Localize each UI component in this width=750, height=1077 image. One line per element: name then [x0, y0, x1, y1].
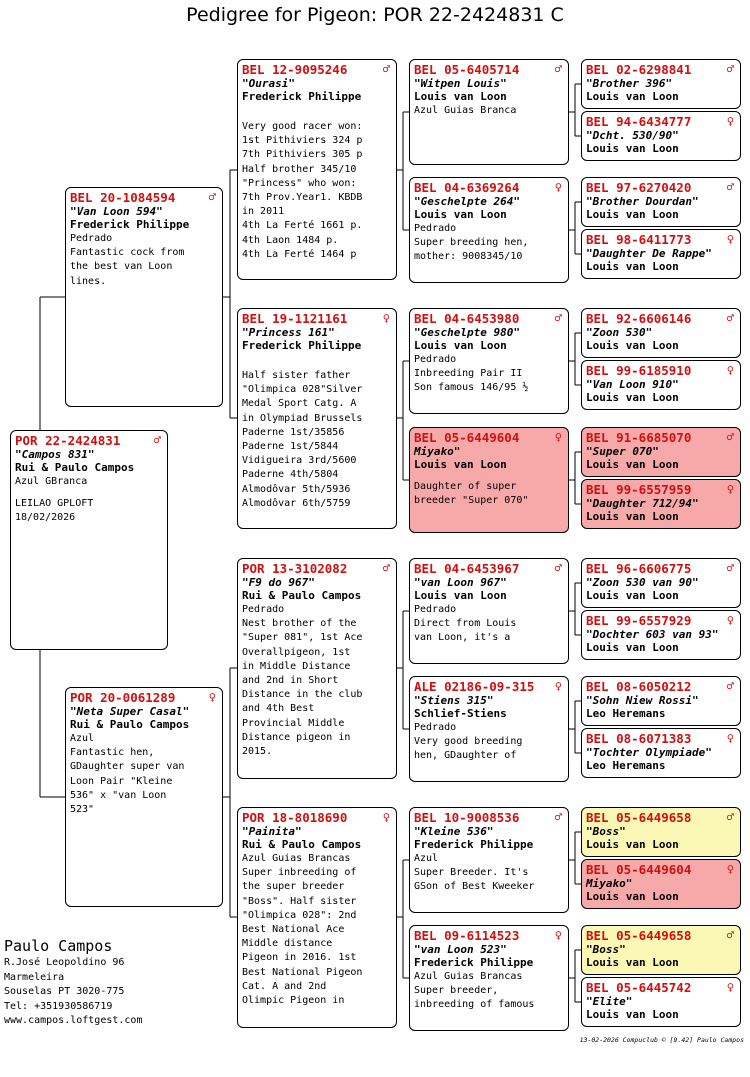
- male-symbol-icon: ♂: [726, 928, 734, 942]
- breeder-name: Frederick Philippe: [414, 956, 534, 969]
- pigeon-notes: Super breeding hen, mother: 9008345/10: [414, 237, 529, 263]
- breeder-name: Louis van Loon: [586, 391, 679, 404]
- ring-number: BEL 04-6453967: [414, 561, 520, 576]
- owner-website[interactable]: www.campos.loftgest.com: [4, 1015, 143, 1026]
- pigeon-name: "F9 do 967": [242, 576, 315, 589]
- male-symbol-icon: ♂: [726, 679, 734, 693]
- pigeon-name: "Princess 161": [242, 326, 335, 339]
- gg-grandparent-card[interactable]: [581, 558, 741, 608]
- pigeon-name: "Neta Super Casal": [70, 705, 190, 718]
- pigeon-name: "van Loon 523": [414, 943, 507, 956]
- female-symbol-icon: ♀: [554, 679, 562, 693]
- male-symbol-icon: ♂: [726, 430, 734, 444]
- plumage-color: Pedrado: [414, 722, 457, 733]
- plumage-color: Azul: [414, 853, 439, 864]
- ring-number: BEL 04-6369264: [414, 180, 520, 195]
- owner-name: Paulo Campos: [4, 937, 113, 955]
- female-symbol-icon: ♀: [208, 690, 216, 704]
- gg-grandparent-card[interactable]: [581, 427, 741, 477]
- ring-number: BEL 09-6114523: [414, 928, 520, 943]
- ring-number: POR 13-3102082: [242, 561, 348, 576]
- ring-number: BEL 05-6445742: [586, 980, 692, 995]
- breeder-name: Rui & Paulo Campos: [242, 589, 362, 602]
- owner-block: [4, 936, 142, 1029]
- female-symbol-icon: ♀: [382, 311, 390, 325]
- great-grandparent-card[interactable]: [409, 925, 569, 1031]
- gg-grandparent-card[interactable]: [581, 229, 741, 279]
- pigeon-notes: Half sister father "Olimpica 028"Silver Medal Sport Catg. A in Olympiad Brussels Paderne 1st/35856 Paderne 1st/5844 Vidigueira 3rd/5600 Paderne 4th/5804 Almodôvar 5th/5936 Almodôvar 6th/5759: [242, 370, 363, 509]
- breeder-name: Louis van Loon: [586, 90, 679, 103]
- plumage-color: Pedrado: [242, 604, 285, 615]
- plumage-color: Azul GBranca: [15, 476, 88, 487]
- gg-grandparent-card[interactable]: [581, 807, 741, 857]
- spacer: [242, 112, 392, 120]
- gg-grandparent-card[interactable]: [581, 308, 741, 358]
- ring-number: BEL 12-9095246: [242, 62, 348, 77]
- breeder-name: Frederick Philippe: [242, 339, 362, 352]
- male-symbol-icon: ♂: [726, 561, 734, 575]
- parent-card[interactable]: [65, 187, 223, 407]
- pigeon-notes: Very good racer won: 1st Pithiviers 324 p 7th Pithiviers 305 p Half brother 345/10 "Princess" who won: 7th Prov.Year1. KBDB in 2011 4th La Ferté 1661 p. 4th Laon 1484 p. 4th La Ferté 1464 p: [242, 121, 363, 260]
- ring-number: BEL 99-6185910: [586, 363, 692, 378]
- breeder-name: Schlief-Stiens: [414, 707, 507, 720]
- grandparent-card[interactable]: [237, 59, 397, 280]
- ring-number: POR 18-8018690: [242, 810, 348, 825]
- breeder-name: Louis van Loon: [586, 1008, 679, 1021]
- female-symbol-icon: ♀: [726, 980, 734, 994]
- pigeon-name: "Stiens 315": [414, 694, 494, 707]
- plumage-color: Pedrado: [414, 604, 457, 615]
- spacer: [242, 361, 392, 369]
- male-symbol-icon: ♂: [382, 561, 390, 575]
- ring-number: BEL 05-6449658: [586, 810, 692, 825]
- plumage-color: Azul: [70, 733, 95, 744]
- grandparent-card[interactable]: [237, 807, 397, 1028]
- gg-grandparent-card[interactable]: [581, 925, 741, 975]
- owner-address-line: Marmeleira: [4, 971, 65, 983]
- ring-number: BEL 02-6298841: [586, 62, 692, 77]
- male-symbol-icon: ♂: [208, 190, 216, 204]
- breeder-name: Louis van Loon: [414, 339, 507, 352]
- ring-number: POR 22-2424831: [15, 433, 121, 448]
- great-grandparent-card[interactable]: [409, 427, 569, 533]
- plumage-color: Pedrado: [414, 354, 457, 365]
- pigeon-name: "Van Loon 910": [586, 378, 679, 391]
- female-symbol-icon: ♀: [726, 482, 734, 496]
- pigeon-name: "Campos 831": [15, 448, 95, 461]
- pigeon-name: "Daughter 712/94": [586, 497, 699, 510]
- pigeon-notes: Super inbreeding of the super breeder "Boss". Half sister "Olimpica 028": 2nd Best National Ace Middle distance Pigeon in 2016. 1st Best National Pigeon Cat. A and 2nd Olimpic Pigeon in: [242, 867, 363, 1007]
- gg-grandparent-card[interactable]: [581, 728, 741, 778]
- pigeon-name: "Elite": [586, 995, 633, 1008]
- owner-address-line: Souselas PT 3020-775: [4, 986, 125, 997]
- ring-number: BEL 91-6685070: [586, 430, 692, 445]
- owner-phone: Tel: +351930586719: [4, 1000, 113, 1012]
- pigeon-name: "van Loon 967": [414, 576, 507, 589]
- breeder-name: Louis van Loon: [586, 208, 679, 221]
- gg-grandparent-card[interactable]: [581, 676, 741, 726]
- breeder-name: Louis van Loon: [586, 260, 679, 273]
- ring-number: BEL 08-6071383: [586, 731, 692, 746]
- ring-number: BEL 96-6606775: [586, 561, 692, 576]
- female-symbol-icon: ♀: [554, 430, 562, 444]
- female-symbol-icon: ♀: [726, 862, 734, 876]
- pigeon-name: "Geschelpte 980": [414, 326, 520, 339]
- pigeon-name: "Sohn Niew Rossi": [586, 694, 699, 707]
- gg-grandparent-card[interactable]: [581, 111, 741, 161]
- footer-credit: 13-02-2026 Compuclub © [9.42] Paulo Campos: [579, 1036, 744, 1044]
- pigeon-name: Miyako": [414, 445, 461, 458]
- female-symbol-icon: ♀: [726, 613, 734, 627]
- pigeon-name: "Painita": [242, 825, 302, 838]
- female-symbol-icon: ♀: [726, 731, 734, 745]
- pigeon-name: "Brother 396": [586, 77, 673, 90]
- gg-grandparent-card[interactable]: [581, 859, 741, 909]
- pigeon-name: "Witpen Louis": [414, 77, 507, 90]
- gg-grandparent-card[interactable]: [581, 610, 741, 660]
- great-grandparent-card[interactable]: [409, 807, 569, 913]
- ring-number: BEL 99-6557959: [586, 482, 692, 497]
- breeder-name: Rui & Paulo Campos: [242, 838, 362, 851]
- breeder-name: Louis van Loon: [414, 208, 507, 221]
- gg-grandparent-card[interactable]: [581, 479, 741, 529]
- spacer: [242, 353, 392, 361]
- breeder-name: Rui & Paulo Campos: [70, 718, 190, 731]
- male-symbol-icon: ♂: [153, 433, 161, 447]
- gg-grandparent-card[interactable]: [581, 177, 741, 227]
- female-symbol-icon: ♀: [726, 232, 734, 246]
- ring-number: BEL 05-6405714: [414, 62, 520, 77]
- pigeon-name: "Van Loon 594": [70, 205, 163, 218]
- breeder-name: Leo Heremans: [586, 759, 666, 772]
- ring-number: POR 20-0061289: [70, 690, 176, 705]
- pigeon-name: "Dochter 603 van 93": [586, 628, 719, 641]
- breeder-name: Frederick Philippe: [70, 218, 190, 231]
- pigeon-name: "Boss": [586, 825, 626, 838]
- male-symbol-icon: ♂: [726, 311, 734, 325]
- pigeon-name: "Zoon 530 van 90": [586, 576, 699, 589]
- male-symbol-icon: ♂: [726, 810, 734, 824]
- grandparent-card[interactable]: [237, 308, 397, 529]
- pigeon-name: "Daughter De Rappe": [586, 247, 712, 260]
- pigeon-name: "Boss": [586, 943, 626, 956]
- ring-number: BEL 05-6449604: [414, 430, 520, 445]
- ring-number: BEL 92-6606146: [586, 311, 692, 326]
- plumage-color: Pedrado: [414, 223, 457, 234]
- ring-number: BEL 05-6449604: [586, 862, 692, 877]
- breeder-name: Louis van Loon: [586, 458, 679, 471]
- pigeon-notes: Nest brother of the "Super 081", 1st Ace Overallpigeon, 1st in Middle Distance and 2nd in Short Distance in the club and 4th Best Provincial Middle Distance pigeon in 2015.: [242, 618, 363, 758]
- breeder-name: Louis van Loon: [586, 510, 679, 523]
- breeder-name: Rui & Paulo Campos: [15, 461, 135, 474]
- pigeon-name: Miyako": [586, 877, 633, 890]
- breeder-name: Louis van Loon: [586, 589, 679, 602]
- ring-number: BEL 97-6270420: [586, 180, 692, 195]
- plumage-color: Pedrado: [70, 233, 113, 244]
- ring-number: BEL 05-6449658: [586, 928, 692, 943]
- pigeon-notes: Fantastic cock from the best van Loon lines.: [70, 247, 185, 287]
- pigeon-name: "Tochter Olympiade": [586, 746, 712, 759]
- ring-number: BEL 99-6557929: [586, 613, 692, 628]
- plumage-color: Azul Guias Brancas: [414, 971, 523, 982]
- pigeon-name: "Kleine 536": [414, 825, 494, 838]
- breeder-name: Frederick Philippe: [414, 838, 534, 851]
- male-symbol-icon: ♂: [726, 180, 734, 194]
- female-symbol-icon: ♀: [554, 928, 562, 942]
- pigeon-notes: Direct from Louis van Loon, it's a: [414, 618, 517, 644]
- pigeon-notes: Super Breeder. It's GSon of Best Kweeker: [414, 867, 535, 893]
- breeder-name: Louis van Loon: [586, 838, 679, 851]
- gg-grandparent-card[interactable]: [581, 360, 741, 410]
- breeder-name: Frederick Philippe: [242, 90, 362, 103]
- great-grandparent-card[interactable]: [409, 59, 569, 165]
- great-grandparent-card[interactable]: [409, 676, 569, 782]
- ring-number: BEL 10-9008536: [414, 810, 520, 825]
- breeder-name: Louis van Loon: [414, 589, 507, 602]
- male-symbol-icon: ♂: [726, 62, 734, 76]
- female-symbol-icon: ♀: [726, 363, 734, 377]
- ring-number: ALE 02186-09-315: [414, 679, 535, 694]
- breeder-name: Louis van Loon: [586, 142, 679, 155]
- male-symbol-icon: ♂: [382, 62, 390, 76]
- plumage-color: Azul Guias Brancas: [242, 853, 351, 864]
- ring-number: BEL 08-6050212: [586, 679, 692, 694]
- breeder-name: Louis van Loon: [586, 641, 679, 654]
- breeder-name: Leo Heremans: [586, 707, 666, 720]
- ring-number: BEL 19-1121161: [242, 311, 348, 326]
- great-grandparent-card[interactable]: [409, 308, 569, 414]
- spacer: [15, 489, 163, 497]
- female-symbol-icon: ♀: [554, 180, 562, 194]
- gg-grandparent-card[interactable]: [581, 59, 741, 109]
- pigeon-name: "Zoon 530": [586, 326, 653, 339]
- great-grandparent-card[interactable]: [409, 558, 569, 664]
- pigeon-notes: Inbreeding Pair II Son famous 146/95 ½: [414, 368, 529, 394]
- male-symbol-icon: ♂: [554, 62, 562, 76]
- breeder-name: Louis van Loon: [414, 90, 507, 103]
- spacer: [242, 104, 392, 112]
- male-symbol-icon: ♂: [554, 311, 562, 325]
- pigeon-name: "Ourasi": [242, 77, 295, 90]
- ring-number: BEL 98-6411773: [586, 232, 692, 247]
- breeder-name: Louis van Loon: [586, 956, 679, 969]
- pigeon-notes: Fantastic hen, GDaughter super van Loon Pair "Kleine 536" x "van Loon 523": [70, 747, 185, 816]
- pigeon-name: "Dcht. 530/90": [586, 129, 679, 142]
- pigeon-notes: Daughter of super breeder "Super 070": [414, 481, 529, 507]
- pigeon-name: "Super 070": [586, 445, 659, 458]
- male-symbol-icon: ♂: [554, 810, 562, 824]
- pigeon-notes: Super breeder, inbreeding of famous: [414, 985, 535, 1011]
- female-symbol-icon: ♀: [382, 810, 390, 824]
- grandparent-card[interactable]: [237, 558, 397, 779]
- owner-address-line: R.José Leopoldino 96: [4, 957, 125, 968]
- parent-card[interactable]: [65, 687, 223, 907]
- breeder-name: Louis van Loon: [586, 890, 679, 903]
- pigeon-notes: Very good breeding hen, GDaughter of: [414, 736, 523, 762]
- pigeon-name: "Brother Dourdan": [586, 195, 699, 208]
- ring-number: BEL 20-1084594: [70, 190, 176, 205]
- ring-number: BEL 94-6434777: [586, 114, 692, 129]
- subject-card[interactable]: [10, 430, 168, 650]
- breeder-name: Louis van Loon: [586, 339, 679, 352]
- gg-grandparent-card[interactable]: [581, 977, 741, 1027]
- plumage-color: Azul Guias Branca: [414, 105, 517, 116]
- male-symbol-icon: ♂: [554, 561, 562, 575]
- pigeon-notes: LEILAO GPLOFT 18/02/2026: [15, 498, 94, 524]
- page-title: Pedigree for Pigeon: POR 22-2424831 C: [186, 4, 564, 26]
- ring-number: BEL 04-6453980: [414, 311, 520, 326]
- breeder-name: Louis van Loon: [414, 458, 507, 471]
- pigeon-name: "Geschelpte 264": [414, 195, 520, 208]
- female-symbol-icon: ♀: [726, 114, 734, 128]
- spacer: [414, 472, 564, 480]
- great-grandparent-card[interactable]: [409, 177, 569, 283]
